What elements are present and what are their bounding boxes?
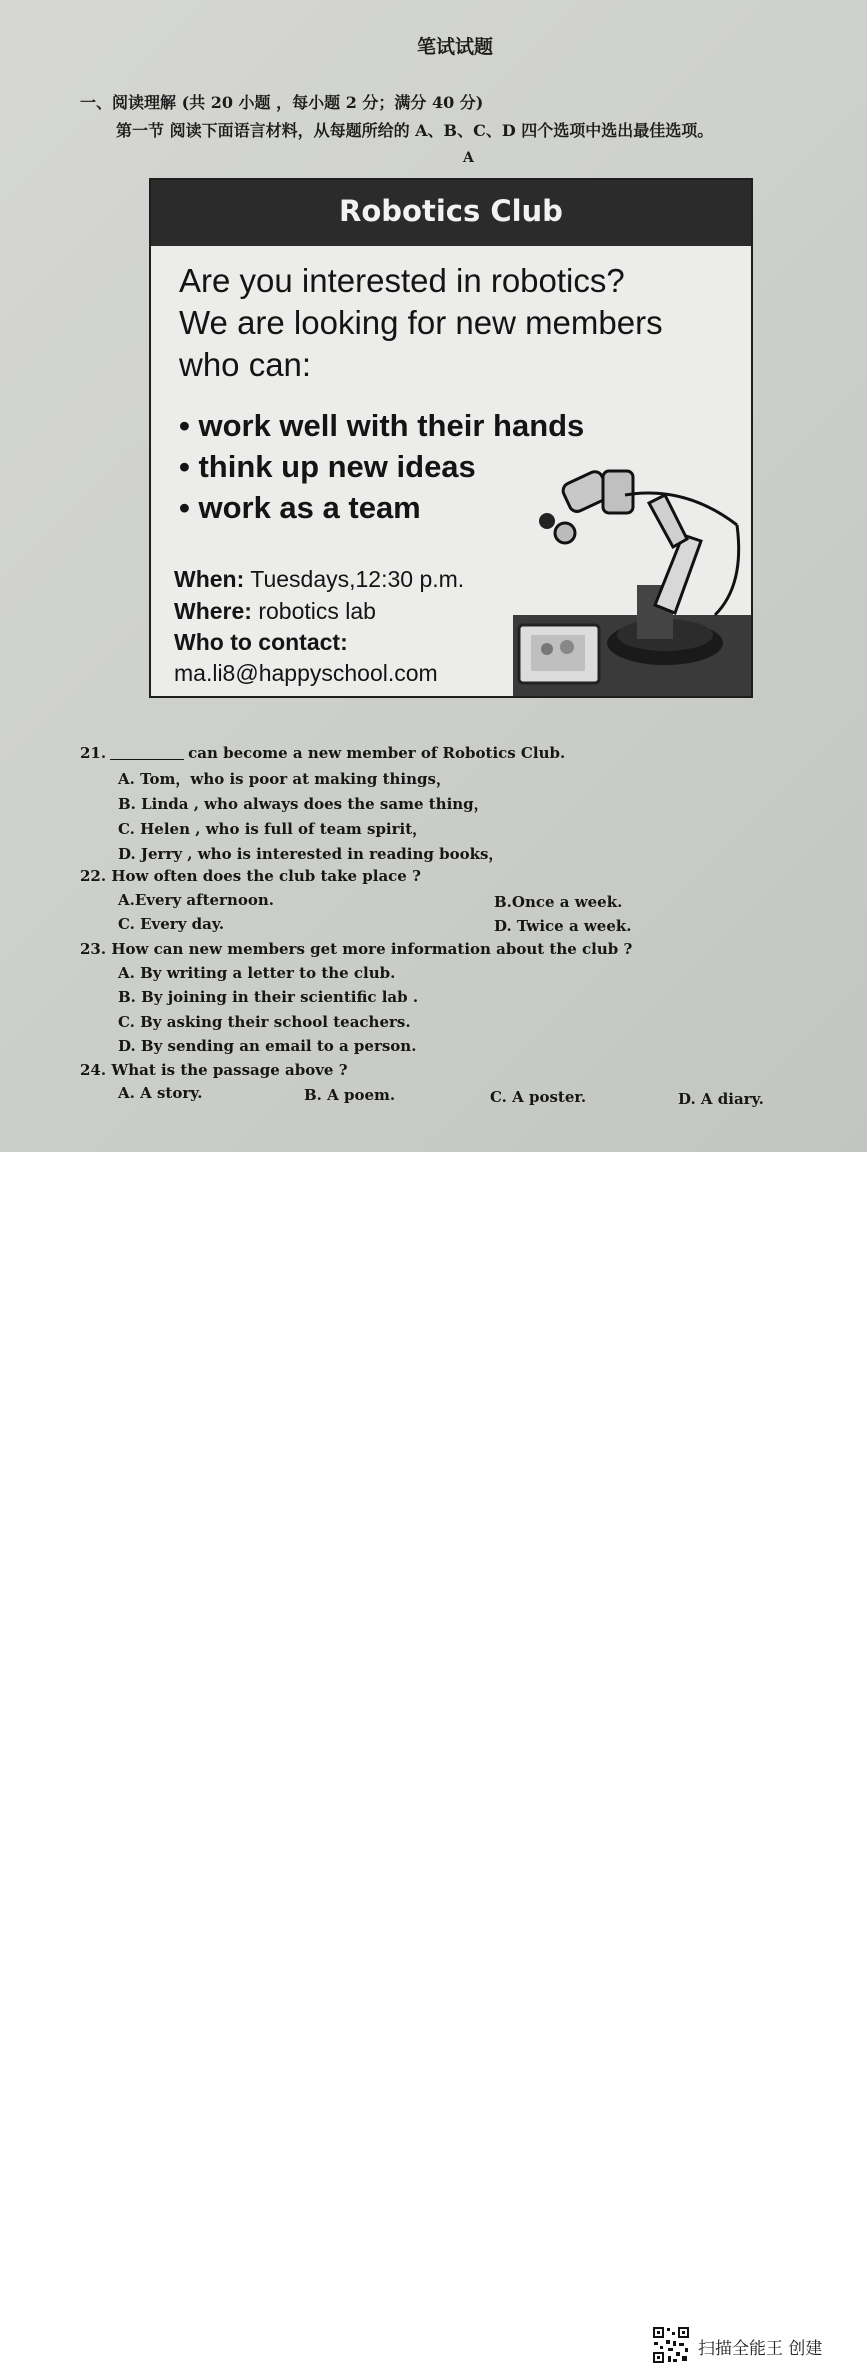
option-22-d: D. Twice a week. xyxy=(494,917,632,935)
question-text: can become a new member of Robotics Club. xyxy=(188,744,566,762)
question-21 xyxy=(80,744,565,762)
option-24-a: A. A story. xyxy=(118,1084,203,1102)
answer-blank xyxy=(110,759,184,760)
question-text: What is the passage above ? xyxy=(111,1061,348,1079)
question-number: 23. xyxy=(80,940,107,958)
qr-code-icon xyxy=(652,2326,690,2364)
question-22 xyxy=(80,867,421,885)
question-23 xyxy=(80,940,632,958)
scanner-footer xyxy=(0,1152,867,2359)
robotics-club-poster xyxy=(149,178,753,698)
exam-paper xyxy=(0,0,867,1152)
question-24 xyxy=(80,1061,347,1079)
option-21-d: D. Jerry , who is interested in reading books， xyxy=(118,845,504,863)
instruction-text: 第一节 阅读下面语言材料，从每题所给的 A、B、C、D 四个选项中选出最佳选项。 xyxy=(116,121,714,140)
scanner-watermark: 扫描全能王 创建 xyxy=(698,2339,823,2359)
where-value: robotics lab xyxy=(258,598,376,624)
option-22-c: C. Every day. xyxy=(118,915,225,933)
poster-question: Are you interested in robotics? xyxy=(179,262,625,299)
requirement-ideas: • think up new ideas xyxy=(179,449,476,484)
page-title: 笔试试题 xyxy=(416,36,493,58)
question-number: 22. xyxy=(80,867,107,885)
option-21-a: A. Tom，who is poor at making things， xyxy=(118,770,451,788)
option-24-b: B. A poem. xyxy=(304,1086,396,1104)
contact-label: Who to contact: xyxy=(174,629,348,655)
where-row xyxy=(174,598,376,625)
where-label: Where: xyxy=(174,598,252,624)
robot-arm-image xyxy=(505,465,753,698)
poster-header-bar xyxy=(151,180,751,246)
option-21-c: C. Helen , who is full of team spirit， xyxy=(118,820,428,838)
option-22-b: B.Once a week. xyxy=(494,893,623,911)
requirement-team: • work as a team xyxy=(179,490,421,525)
option-23-b: B. By joining in their scientific lab . xyxy=(118,988,419,1006)
question-text: How can new members get more information about the club ? xyxy=(111,940,633,958)
when-label: When: xyxy=(174,566,245,592)
poster-title: Robotics Club xyxy=(339,194,563,228)
question-number: 24. xyxy=(80,1061,107,1079)
passage-label: A xyxy=(463,150,474,166)
option-24-c: C. A poster. xyxy=(490,1088,587,1106)
section-heading: 一、阅读理解 (共 20 小题 ，每小题 2 分；满分 40 分) xyxy=(80,93,484,112)
poster-looking-line: We are looking for new members xyxy=(179,304,663,341)
option-23-c: C. By asking their school teachers. xyxy=(118,1013,411,1031)
option-21-b: B. Linda , who always does the same thing， xyxy=(118,795,489,813)
question-text: How often does the club take place ? xyxy=(111,867,421,885)
when-value: Tuesdays,12:30 p.m. xyxy=(250,566,465,592)
poster-who-can: who can: xyxy=(179,346,312,383)
option-23-a: A. By writing a letter to the club. xyxy=(118,964,396,982)
option-24-d: D. A diary. xyxy=(678,1090,764,1108)
contact-email: ma.li8@happyschool.com xyxy=(174,660,438,686)
requirement-hands: • work well with their hands xyxy=(179,408,585,443)
option-22-a: A.Every afternoon. xyxy=(118,891,274,909)
option-23-d: D. By sending an email to a person. xyxy=(118,1037,417,1055)
question-number: 21. xyxy=(80,744,107,762)
when-row xyxy=(174,566,464,593)
